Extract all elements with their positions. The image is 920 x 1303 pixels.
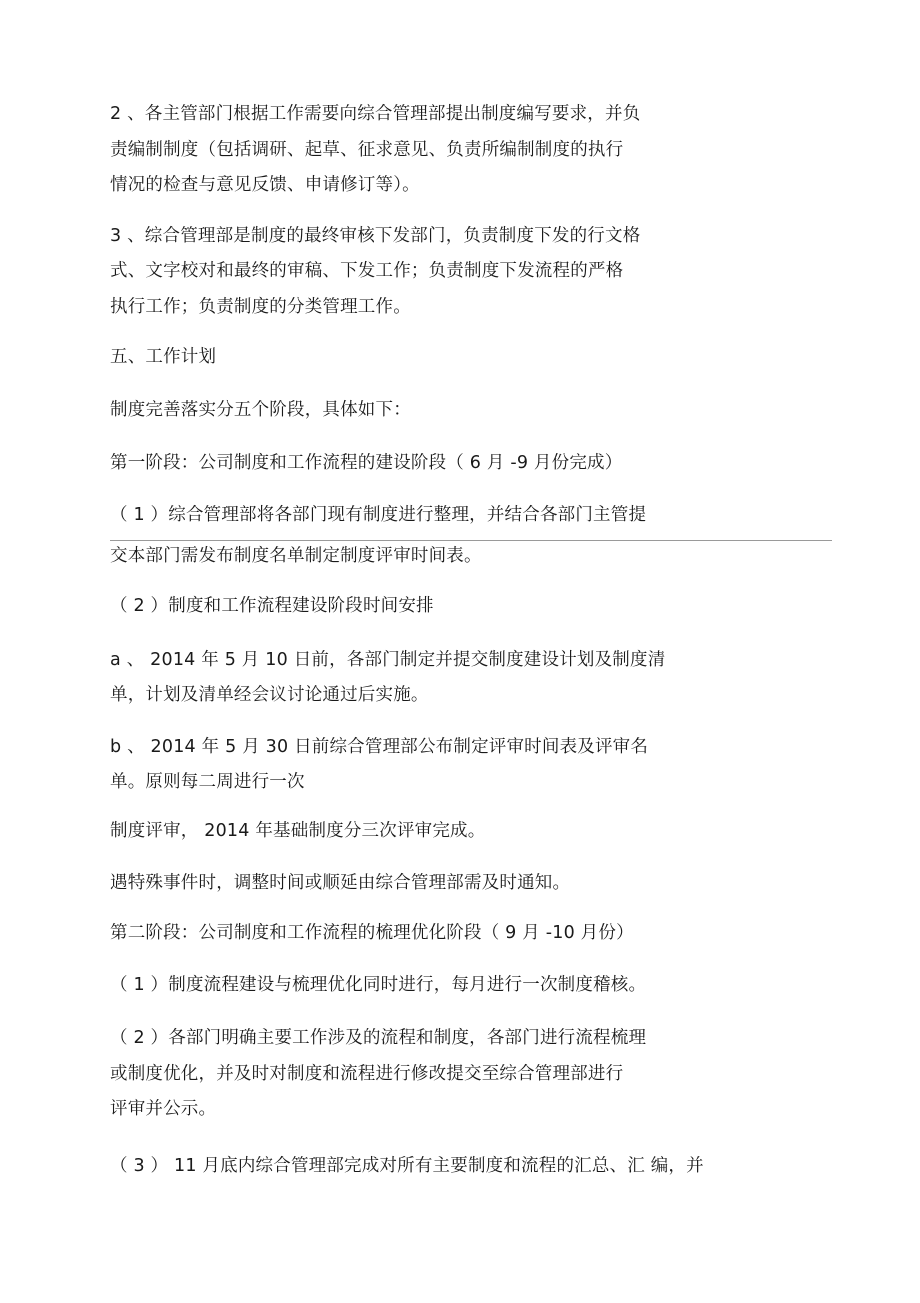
text-line: 第一阶段：公司制度和工作流程的建设阶段（ 6 月 -9 月份完成）	[110, 453, 623, 473]
text-line: 3 、综合管理部是制度的最终审核下发部门，负责制度下发的行文格	[110, 226, 641, 246]
text-line: 第二阶段：公司制度和工作流程的梳理优化阶段（ 9 月 -10 月份）	[110, 923, 634, 943]
text-line: 单。原则每二周进行一次	[110, 772, 305, 792]
text-line: b 、 2014 年 5 月 30 日前综合管理部公布制定评审时间表及评审名	[110, 737, 649, 757]
text-line: 制度完善落实分五个阶段，具体如下：	[110, 400, 411, 420]
text-line: 遇特殊事件时，调整时间或顺延由综合管理部需及时通知。	[110, 873, 571, 893]
text-line: （ 2 ）各部门明确主要工作涉及的流程和制度，各部门进行流程梳理	[110, 1028, 647, 1048]
text-line: 2 、各主管部门根据工作需要向综合管理部提出制度编写要求，并负	[110, 104, 641, 124]
text-line: 情况的检查与意见反馈、申请修订等）。	[110, 175, 420, 195]
text-line: 执行工作；负责制度的分类管理工作。	[110, 297, 411, 317]
text-line: 制度评审， 2014 年基础制度分三次评审完成。	[110, 821, 486, 841]
text-line: 式、文字校对和最终的审稿、下发工作；负责制度下发流程的严格	[110, 261, 624, 281]
text-line: 评审并公示。	[110, 1099, 217, 1119]
text-line: 责编制制度（包括调研、起草、征求意见、负责所编制制度的执行	[110, 140, 624, 160]
text-line: 或制度优化，并及时对制度和流程进行修改提交至综合管理部进行	[110, 1064, 624, 1084]
text-line: （ 1 ）综合管理部将各部门现有制度进行整理，并结合各部门主管提	[110, 505, 647, 525]
text-line: a 、 2014 年 5 月 10 日前，各部门制定并提交制度建设计划及制度清	[110, 650, 666, 670]
text-line: 交本部门需发布制度名单制定制度评审时间表。	[110, 546, 482, 566]
divider	[110, 540, 832, 541]
text-line: （ 2 ）制度和工作流程建设阶段时间安排	[110, 596, 434, 616]
text-line: （ 1 ）制度流程建设与梳理优化同时进行，每月进行一次制度稽核。	[110, 975, 647, 995]
text-line: 单，计划及清单经会议讨论通过后实施。	[110, 685, 429, 705]
text-line: （ 3 ） 11 月底内综合管理部完成对所有主要制度和流程的汇总、汇 编，并	[110, 1156, 704, 1176]
section-heading: 五、工作计划	[110, 347, 217, 367]
